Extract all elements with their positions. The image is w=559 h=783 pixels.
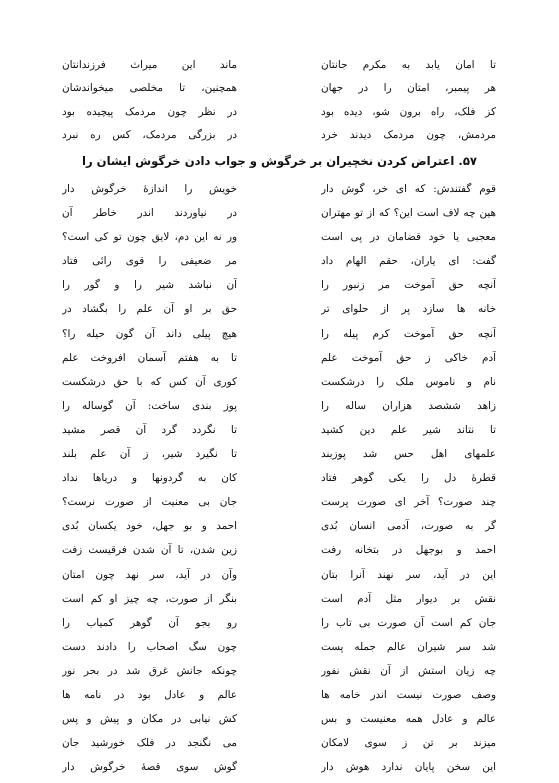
verse-line (62, 446, 496, 470)
verse-line (62, 735, 496, 759)
hemistich-second: تا نگردد گرد آن قصر مشید (62, 423, 237, 436)
hemistich-second: چونکه جانش غرق شد در بحر نور (62, 664, 237, 677)
hemistich-second: هیچ پیلی داند آن گون حیله را؟ (62, 327, 237, 340)
verse-line (62, 687, 496, 711)
verse-line (62, 591, 496, 615)
hemistich-first: این سخن پایان ندارد هوش دار (321, 761, 496, 774)
verse-line (62, 615, 496, 639)
hemistich-second: رو بجو آن گوهر کمیاب را (62, 616, 237, 629)
verse-line (62, 181, 496, 205)
hemistich-second: وآن در آید، سر نهد چون امتان (62, 568, 237, 581)
hemistich-second: می نگنجد در فلک خورشید جان (62, 737, 237, 750)
verse-line (62, 759, 496, 783)
hemistich-first: تا نتاند شیر علم دین کشید (321, 423, 496, 436)
hemistich-second: کوری آن کس که با حق درشکست (62, 375, 237, 388)
verse-block-main (62, 181, 496, 783)
hemistich-second: پوز بندی ساخت: آن گوساله را (62, 399, 237, 412)
verse-line (62, 663, 496, 687)
verse-line (62, 398, 496, 422)
hemistich-second: بنگر از صورت، چه چیز او کم است (62, 592, 237, 605)
hemistich-second: تا به هفتم آسمان افروخت علم (62, 351, 237, 364)
hemistich-second: ماند این میراث فرزندانتان (62, 59, 237, 71)
hemistich-first: گر به صورت، آدمی انسان بُدی (321, 520, 496, 533)
verse-line (62, 277, 496, 301)
hemistich-first: کز فلک، راه برون شو، دیده بود (321, 105, 496, 118)
verse-line (62, 494, 496, 518)
verse-line (62, 253, 496, 277)
hemistich-second: آن نباشد شیر را و گور را (62, 279, 237, 292)
hemistich-second: زین شدن، تا آن شدن فرقیست زفت (62, 544, 237, 557)
hemistich-second: در نیاوردند اندر خاطر آن (62, 207, 237, 220)
verse-block-top (62, 57, 496, 150)
hemistich-second: حق بر او آن علم را بگشاد در (62, 303, 237, 316)
verse-line (62, 57, 496, 80)
verse-line (62, 542, 496, 566)
hemistich-first: میزند بر تن ز سوی لامکان (321, 737, 496, 750)
hemistich-first: مردمش، چون مردمک دیدند خرد (321, 128, 496, 141)
hemistich-second: احمد و بو جهل، خود یکسان بُدی (62, 520, 237, 533)
hemistich-first: هر پیمبر، امتان را در جهان (321, 82, 496, 95)
hemistich-second: ور نه این دم، لایق چون تو کی است؟ (62, 231, 237, 244)
verse-line (62, 301, 496, 325)
hemistich-first: شد سر شیران عالم جمله پست (321, 640, 496, 653)
verse-line (62, 205, 496, 229)
verse-line (62, 567, 496, 591)
hemistich-first: نقش بر دیوار مثل آدم است (321, 592, 496, 605)
hemistich-second: عالم و عادل بود در نامه ها (62, 688, 237, 701)
hemistich-first: تا امان یابد به مکرم جانتان (321, 59, 496, 71)
hemistich-second: در نظر چون مردمک پیچیده بود (62, 105, 237, 118)
hemistich-first: آدم خاکی ز حق آموخت علم (321, 351, 496, 364)
hemistich-first: آنچه حق آموخت کرم پیله را (321, 327, 496, 340)
hemistich-second: تا نگیرد شیر، ز آن علم بلند (62, 448, 237, 461)
hemistich-first: قطرهٔ دل را یکی گوهر فتاد (321, 472, 496, 485)
hemistich-first: جان کم است آن صورت بی تاب را (321, 616, 496, 629)
verse-line (62, 80, 496, 103)
hemistich-second: در بزرگی مردمک، کس ره نبرد (62, 128, 237, 141)
hemistich-first: خانه ها سازد پر از حلوای تر (321, 303, 496, 316)
verse-line (62, 711, 496, 735)
verse-line (62, 104, 496, 127)
hemistich-second: کش نیابی در مکان و پیش و پس (62, 713, 237, 726)
hemistich-first: گفت: ای یاران، حقم الهام داد (321, 255, 496, 268)
verse-line (62, 422, 496, 446)
hemistich-second: مر ضعیفی را قوی رائی فتاد (62, 255, 237, 268)
hemistich-first: چه زیان استش از آن نقش نفور (321, 664, 496, 677)
verse-line (62, 326, 496, 350)
hemistich-second: کان به گردونها و دریاها نداد (62, 472, 237, 485)
verse-line (62, 639, 496, 663)
hemistich-first: هین چه لاف است این؟ که از تو مهتران (321, 207, 496, 220)
verse-line (62, 350, 496, 374)
hemistich-first: این در آید، سر نهند آنرا بتان (321, 568, 496, 581)
hemistich-first: چند صورت؟ آخر ای صورت پرست (321, 496, 496, 509)
hemistich-second: جان بی معنیت از صورت نرست؟ (62, 496, 237, 509)
hemistich-second: همچنین، تا مخلصی میخواندشان (62, 82, 237, 95)
hemistich-second: چون سگ اصحاب را دادند دست (62, 640, 237, 653)
hemistich-first: نام و ناموس ملک را درشکست (321, 375, 496, 388)
verse-line (62, 229, 496, 253)
hemistich-second: گوش سوی قصهٔ خرگوش دار (62, 761, 237, 774)
hemistich-first: احمد و بوجهل در بتخانه رفت (321, 544, 496, 557)
verse-line (62, 518, 496, 542)
hemistich-first: وصف صورت نیست اندر خامه ها (321, 688, 496, 701)
verse-line (62, 127, 496, 150)
hemistich-second: خویش را اندازهٔ خرگوش دار (62, 183, 237, 195)
hemistich-first: آنچه حق آموخت مر زنبور را (321, 279, 496, 292)
hemistich-first: معجبی یا خود قضامان در پی است (321, 231, 496, 244)
hemistich-first: عالم و عادل همه معنیست و بس (321, 713, 496, 726)
hemistich-first: علمهای اهل حس شد پوزبند (321, 448, 496, 461)
verse-line (62, 470, 496, 494)
section-heading: ۵۷. اعتراض کردن نخچیران بر خرگوش و جواب دادن خرگوش ایشان را (81, 154, 477, 168)
verse-line (62, 374, 496, 398)
hemistich-first: قوم گفتندش: که ای خر، گوش دار (321, 183, 496, 195)
hemistich-first: زاهد ششصد هزاران ساله را (321, 399, 496, 412)
